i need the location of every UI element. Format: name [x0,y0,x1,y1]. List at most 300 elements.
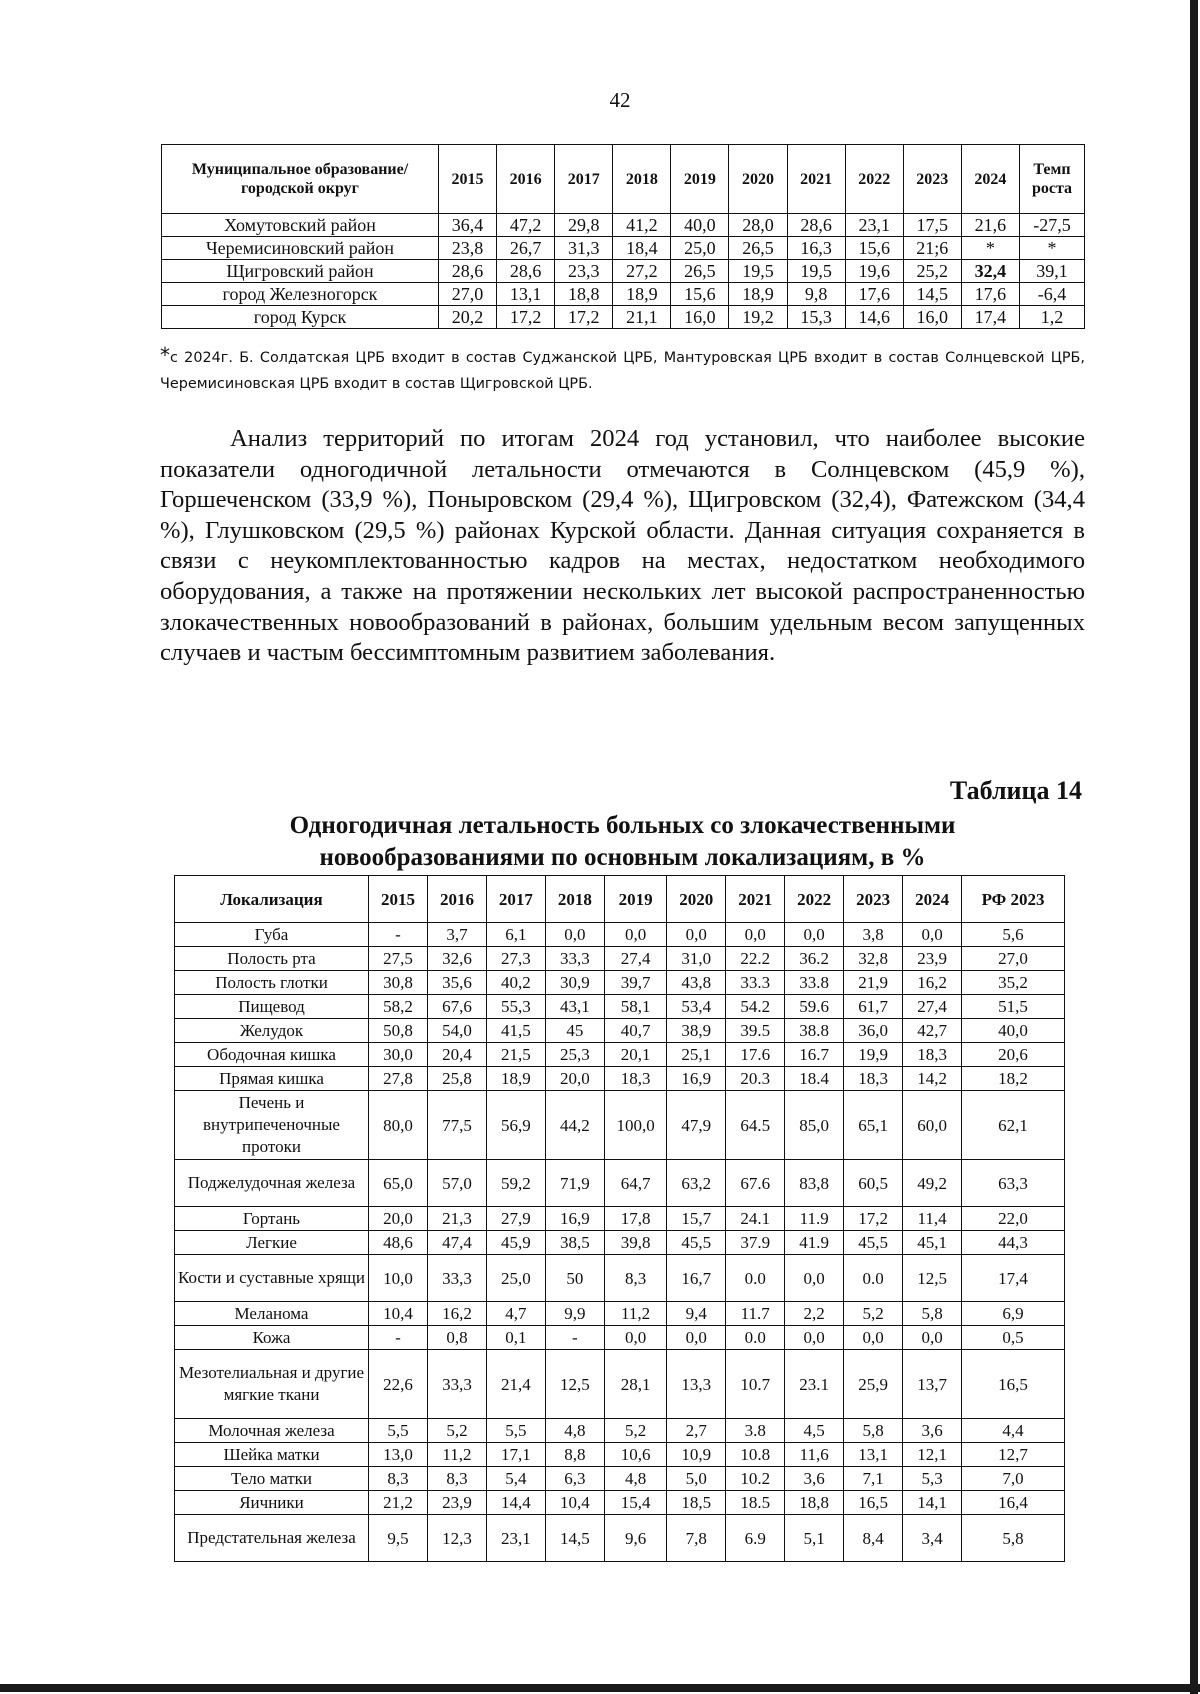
table-cell: Кости и суставные хрящи [175,1255,369,1302]
table-cell: 26,7 [497,237,555,260]
table-cell: 23,1 [486,1515,545,1562]
table-cell: 67.6 [726,1160,785,1207]
table-cell: 39,1 [1020,260,1085,283]
table-cell: 53,4 [667,995,726,1019]
table-cell: 25,0 [486,1255,545,1302]
table-cell: 9,6 [604,1515,666,1562]
table-cell: 14,5 [545,1515,604,1562]
table-cell: 26,5 [729,237,787,260]
analysis-paragraph: Анализ территорий по итогам 2024 год установил, что наиболее высокие показатели одногодичной летальности отмечаются в Солнцевском (45,9 %), Горшеченском (33,9 %), Поныровском (29,4 %), Щигровском (32,4), Фатежском (34,4 %), Глушковском (29,5 %) районах Курской области. Данная ситуация сохраняется в связи с неукомплектованностью кадров на местах, недостатком необходимого оборудования, а также на протяжении нескольких лет высокой распространенностью злокачественных новообразований в районах, большим удельным весом запущенных случаев и частым бессимптомным развитием заболевания. [160,425,1085,667]
table-cell: 18,5 [667,1491,726,1515]
table-cell: 25,0 [671,237,729,260]
column-header: 2018 [545,876,604,923]
column-header: 2015 [369,876,428,923]
table-row [175,1067,1065,1091]
table-cell: 27,9 [486,1207,545,1231]
table-cell: 54.2 [726,995,785,1019]
table-cell: 18.5 [726,1491,785,1515]
table-cell: 22,0 [962,1207,1065,1231]
table-cell: 4,5 [785,1419,844,1443]
localization-table [174,875,1065,1562]
table-cell: 18,8 [785,1491,844,1515]
table-cell: 28,6 [497,260,555,283]
table-cell: 25,3 [545,1043,604,1067]
table-cell: 0,0 [903,1326,962,1350]
table-cell: 17,8 [604,1207,666,1231]
table-cell: 18.4 [785,1067,844,1091]
table-row [162,237,1085,260]
table-cell: Желудок [175,1019,369,1043]
table-cell: 40,2 [486,971,545,995]
table-cell: 0,0 [785,1255,844,1302]
table-cell: 16.7 [785,1043,844,1067]
table-row [162,306,1085,329]
table-cell: 12,7 [962,1443,1065,1467]
table-cell: 5,8 [903,1302,962,1326]
table-cell: Яичники [175,1491,369,1515]
table-row [162,214,1085,237]
table-cell: 3,6 [785,1467,844,1491]
table-cell: 0,0 [785,923,844,947]
table-cell: 14,1 [903,1491,962,1515]
table-cell: 5,6 [962,923,1065,947]
table-cell: 27,0 [962,947,1065,971]
table-cell: 0,0 [726,923,785,947]
table-cell: - [369,1326,428,1350]
table-cell: 27,8 [369,1067,428,1091]
table-cell: Предстательная железа [175,1515,369,1562]
table-row [175,1302,1065,1326]
table-cell: 45,9 [486,1231,545,1255]
table-cell: 9,5 [369,1515,428,1562]
table-cell: 17,1 [486,1443,545,1467]
table-cell: Печень и внутрипеченочные протоки [175,1091,369,1160]
table-cell: 23,9 [903,947,962,971]
table-cell: 11,6 [785,1443,844,1467]
table-cell: 14,2 [903,1067,962,1091]
table-cell: 27,5 [369,947,428,971]
table-cell: 27,4 [903,995,962,1019]
table-cell: 21,5 [486,1043,545,1067]
table-cell: 24.1 [726,1207,785,1231]
table-cell: 28,6 [439,260,497,283]
table-cell: * [1020,237,1085,260]
table-cell: 64.5 [726,1091,785,1160]
table-cell: Легкие [175,1231,369,1255]
table-cell: 17.6 [726,1043,785,1067]
table-cell: 17,5 [903,214,961,237]
table-cell: 45,1 [903,1231,962,1255]
table-cell: 22,6 [369,1350,428,1419]
table-cell: Мезотелиальная и другие мягкие ткани [175,1350,369,1419]
table-cell: 0,0 [903,923,962,947]
column-header: 2023 [903,145,961,214]
table-cell: 3,6 [903,1419,962,1443]
table-cell: 40,0 [671,214,729,237]
table-cell: 65,0 [369,1160,428,1207]
table-cell: 35,6 [427,971,486,995]
column-header: Муниципальное образование/городской округ [162,145,439,214]
table-cell: город Железногорск [162,283,439,306]
table-title [160,810,1085,874]
table-cell: 17,6 [845,283,903,306]
table-cell: 37.9 [726,1231,785,1255]
column-header: 2022 [785,876,844,923]
footnote-star: * [160,343,170,367]
table-cell: 30,8 [369,971,428,995]
table-cell: 47,4 [427,1231,486,1255]
table-cell: 5,5 [486,1419,545,1443]
table-cell: 38,5 [545,1231,604,1255]
column-header: 2019 [671,145,729,214]
table-cell: 2,2 [785,1302,844,1326]
table-cell: 13,0 [369,1443,428,1467]
table-cell: 41,2 [613,214,671,237]
table-cell: 21,3 [427,1207,486,1231]
table-cell: 60,5 [844,1160,903,1207]
table-cell: 63,3 [962,1160,1065,1207]
column-header: 2022 [845,145,903,214]
table-cell: 21,2 [369,1491,428,1515]
table-cell: Кожа [175,1326,369,1350]
table-cell: 5,5 [369,1419,428,1443]
table-cell: 5,2 [604,1419,666,1443]
table-cell: 5,4 [486,1467,545,1491]
table-cell: Тело матки [175,1467,369,1491]
table-cell: 10.8 [726,1443,785,1467]
table-cell: 27,4 [604,947,666,971]
scan-edge-bottom [0,1684,1200,1692]
table-cell: 43,8 [667,971,726,995]
table-cell: 23.1 [785,1350,844,1419]
table-cell: 57,0 [427,1160,486,1207]
table-cell: 18,2 [962,1067,1065,1091]
table-cell: Полость глотки [175,971,369,995]
table-cell: Гортань [175,1207,369,1231]
table-cell: 10,4 [545,1491,604,1515]
table-cell: 7,1 [844,1467,903,1491]
table-cell: 20,0 [545,1067,604,1091]
table-cell: 17,2 [555,306,613,329]
table-cell: 61,7 [844,995,903,1019]
table-cell: 35,2 [962,971,1065,995]
table-cell: 20.3 [726,1067,785,1091]
table-cell: 39,7 [604,971,666,995]
table-header-row [162,145,1085,214]
table-cell: 6.9 [726,1515,785,1562]
scan-edge-right [1190,0,1198,1694]
table-cell: Меланома [175,1302,369,1326]
table-cell: 27,2 [613,260,671,283]
table-cell: 0,0 [667,923,726,947]
table-cell: 28,6 [787,214,845,237]
table-cell: 23,1 [845,214,903,237]
table-cell: 65,1 [844,1091,903,1160]
table-cell: 16,9 [545,1207,604,1231]
table-cell: 0,0 [545,923,604,947]
table-cell: 17,6 [961,283,1019,306]
table-cell: 100,0 [604,1091,666,1160]
table-cell: 54,0 [427,1019,486,1043]
table-cell: 39.5 [726,1019,785,1043]
column-header: 2021 [787,145,845,214]
footnote-text: с 2024г. Б. Солдатская ЦРБ входит в состав Суджанской ЦРБ, Мантуровская ЦРБ входит в состав Солнцевской ЦРБ, Черемисиновская ЦРБ входит в состав Щигровской ЦРБ. [160,350,1085,392]
table-cell: 36.2 [785,947,844,971]
table-cell: -6,4 [1020,283,1085,306]
table-row [175,995,1065,1019]
table-cell: 36,0 [844,1019,903,1043]
table-cell: Ободочная кишка [175,1043,369,1067]
table-cell: 9,4 [667,1302,726,1326]
table-cell: 15,6 [671,283,729,306]
table-cell: 0,0 [844,1326,903,1350]
table-cell: 21;6 [903,237,961,260]
table-cell: 30,9 [545,971,604,995]
table-cell: 17,4 [961,306,1019,329]
table-cell: 12,5 [545,1350,604,1419]
column-header: 2023 [844,876,903,923]
table-row [175,1419,1065,1443]
column-header: 2021 [726,876,785,923]
table-cell: 45 [545,1019,604,1043]
table-row [175,1467,1065,1491]
table-cell: 39,8 [604,1231,666,1255]
table-cell: 0,1 [486,1326,545,1350]
table-cell: 10,6 [604,1443,666,1467]
table-cell: -27,5 [1020,214,1085,237]
table-row [175,1515,1065,1562]
table-cell: Молочная железа [175,1419,369,1443]
table-cell: 51,5 [962,995,1065,1019]
table-cell: 12,5 [903,1255,962,1302]
table-cell: 13,3 [667,1350,726,1419]
table-cell-highlighted: 32,4 [961,260,1019,283]
column-header: Локализация [175,876,369,923]
table-cell: 16,5 [844,1491,903,1515]
table-cell: 11.7 [726,1302,785,1326]
table-cell: 18,3 [844,1067,903,1091]
table-cell: 13,1 [497,283,555,306]
table-cell: 16,3 [787,237,845,260]
table-cell: 0,5 [962,1326,1065,1350]
table-cell: Хомутовский район [162,214,439,237]
table-cell: 58,2 [369,995,428,1019]
table-cell: 59.6 [785,995,844,1019]
table-cell: 4,4 [962,1419,1065,1443]
table-cell: 0,0 [604,923,666,947]
table-cell: 20,2 [439,306,497,329]
table-cell: 31,0 [667,947,726,971]
table-cell: 25,9 [844,1350,903,1419]
table-cell: 44,2 [545,1091,604,1160]
table-row [175,1255,1065,1302]
table-cell: 7,8 [667,1515,726,1562]
table-cell: 3.8 [726,1419,785,1443]
table-cell: 58,1 [604,995,666,1019]
table-cell: 18,9 [613,283,671,306]
table-cell: 33.3 [726,971,785,995]
table-cell: Пищевод [175,995,369,1019]
table-cell: 55,3 [486,995,545,1019]
table-cell: 21,1 [613,306,671,329]
table-cell: 22.2 [726,947,785,971]
table-cell: 30,0 [369,1043,428,1067]
table-cell: 15,4 [604,1491,666,1515]
table-row [162,283,1085,306]
table-cell: 0,0 [785,1326,844,1350]
table-cell: 83,8 [785,1160,844,1207]
table-cell: 0.0 [726,1326,785,1350]
table-cell: 19,2 [729,306,787,329]
table-cell: 42,7 [903,1019,962,1043]
municipality-table [161,144,1085,329]
table-number-label: Таблица 14 [949,776,1082,805]
table-cell: 17,2 [497,306,555,329]
table-cell: 18,9 [729,283,787,306]
table-cell: 8,3 [369,1467,428,1491]
table-cell: 0.0 [726,1255,785,1302]
table-cell: 13,1 [844,1443,903,1467]
table-cell: 60,0 [903,1091,962,1160]
table-cell: 20,4 [427,1043,486,1067]
table-cell: 29,8 [555,214,613,237]
table-cell: 11.9 [785,1207,844,1231]
table-cell: 43,1 [545,995,604,1019]
table-cell: Щигровский район [162,260,439,283]
footnote [160,342,1085,397]
table-cell: 28,1 [604,1350,666,1419]
table-row [175,1160,1065,1207]
table-cell: 44,3 [962,1231,1065,1255]
table-cell: 10,4 [369,1302,428,1326]
table-cell: 50 [545,1255,604,1302]
table-cell: 16,2 [903,971,962,995]
table-cell: 50,8 [369,1019,428,1043]
table-cell: 85,0 [785,1091,844,1160]
table-row [175,971,1065,995]
table-cell: 16,9 [667,1067,726,1091]
table-cell: * [961,237,1019,260]
table-cell: 16,0 [903,306,961,329]
table-cell: 12,3 [427,1515,486,1562]
table-cell: 21,6 [961,214,1019,237]
table-cell: 5,2 [844,1302,903,1326]
table-cell: 16,2 [427,1302,486,1326]
table-cell: 59,2 [486,1160,545,1207]
table-cell: 26,5 [671,260,729,283]
table-cell: 20,0 [369,1207,428,1231]
table-cell: город Курск [162,306,439,329]
table-header-row [175,876,1065,923]
table-cell: 62,1 [962,1091,1065,1160]
table-cell: 13,7 [903,1350,962,1419]
table-cell: 40,0 [962,1019,1065,1043]
table-cell: 5,3 [903,1467,962,1491]
table-cell: 16,7 [667,1255,726,1302]
table-row [175,1231,1065,1255]
table-cell: 1,2 [1020,306,1085,329]
table-cell: 21,4 [486,1350,545,1419]
table-title-line: Одногодичная летальность больных со злокачественными [289,812,956,839]
column-header: 2019 [604,876,666,923]
table-cell: Шейка матки [175,1443,369,1467]
table-cell: 14,6 [845,306,903,329]
column-header: 2024 [903,876,962,923]
table-cell: 5,2 [427,1419,486,1443]
table-cell: 0,8 [427,1326,486,1350]
table-cell: 14,4 [486,1491,545,1515]
table-cell: - [369,923,428,947]
column-header: 2016 [427,876,486,923]
column-header: РФ 2023 [962,876,1065,923]
table-row [175,923,1065,947]
column-header: 2016 [497,145,555,214]
table-cell: 17,2 [844,1207,903,1231]
table-cell: 8,3 [427,1467,486,1491]
table-cell: 28,0 [729,214,787,237]
table-cell: 15,7 [667,1207,726,1231]
table-title-line: новообразованиями по основным локализациям, в % [319,844,926,871]
table-cell: 5,8 [962,1515,1065,1562]
table-cell: 8,3 [604,1255,666,1302]
table-cell: 0,0 [604,1326,666,1350]
table-cell: 16,5 [962,1350,1065,1419]
table-cell: 80,0 [369,1091,428,1160]
table-cell: 31,3 [555,237,613,260]
table-cell: 18,3 [903,1043,962,1067]
column-header: 2015 [439,145,497,214]
table-cell: 18,9 [486,1067,545,1091]
table-cell: 56,9 [486,1091,545,1160]
table-cell: 19,9 [844,1043,903,1067]
table-cell: 21,9 [844,971,903,995]
table-cell: 63,2 [667,1160,726,1207]
table-cell: 10.7 [726,1350,785,1419]
table-cell: 6,3 [545,1467,604,1491]
table-cell: 38,9 [667,1019,726,1043]
table-cell: 12,1 [903,1443,962,1467]
table-cell: 16,4 [962,1491,1065,1515]
table-cell: 3,7 [427,923,486,947]
column-header: 2024 [961,145,1019,214]
table-cell: 10,9 [667,1443,726,1467]
table-cell: 49,2 [903,1160,962,1207]
table-cell: 5,1 [785,1515,844,1562]
table-row [175,1443,1065,1467]
table-cell: 48,6 [369,1231,428,1255]
table-cell: 23,3 [555,260,613,283]
table-cell: 6,9 [962,1302,1065,1326]
table-row [175,947,1065,971]
table-cell: 36,4 [439,214,497,237]
table-cell: 25,1 [667,1043,726,1067]
table-cell: Поджелудочная железа [175,1160,369,1207]
table-cell: 47,9 [667,1091,726,1160]
table-cell: 77,5 [427,1091,486,1160]
table-cell: 33,3 [545,947,604,971]
table-cell: 11,4 [903,1207,962,1231]
table-cell: 19,5 [787,260,845,283]
table-cell: Прямая кишка [175,1067,369,1091]
table-cell: 4,7 [486,1302,545,1326]
table-cell: 27,3 [486,947,545,971]
table-cell: 32,8 [844,947,903,971]
table-cell: 27,0 [439,283,497,306]
column-header: 2020 [729,145,787,214]
table-cell: 2,7 [667,1419,726,1443]
table-cell: 20,6 [962,1043,1065,1067]
table-cell: 11,2 [427,1443,486,1467]
